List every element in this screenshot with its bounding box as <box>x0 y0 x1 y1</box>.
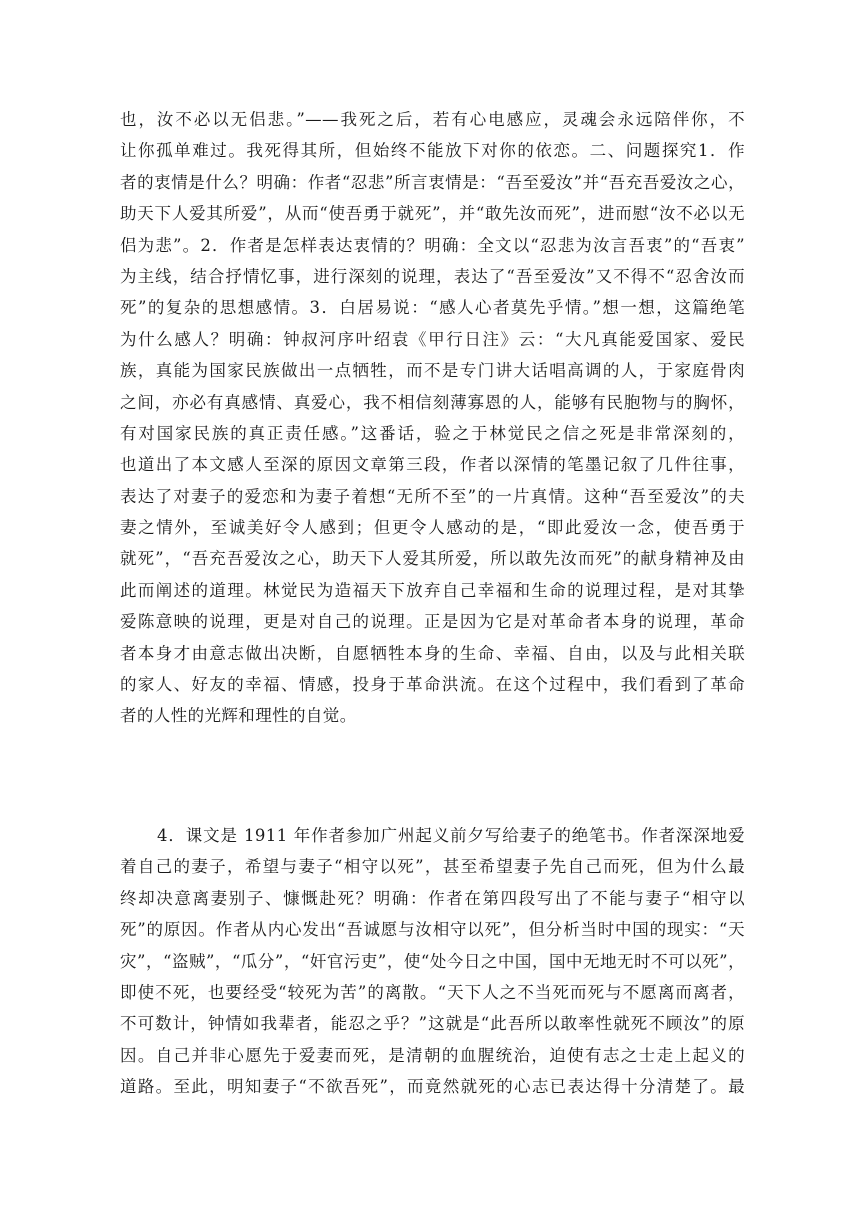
text-line: 表达了对妻子的爱恋和为妻子着想“无所不至”的一片真情。这种“吾至爱汝”的夫 <box>120 486 745 506</box>
text-line: 侣为悲”。2．作者是怎样表达衷情的？明确：全文以“忍悲为汝言吾衷”的“吾衷” <box>120 235 745 255</box>
text-line: 着自己的妻子，希望与妻子“相守以死”，甚至希望妻子先自己而死，但为什么最 <box>120 857 745 877</box>
text-line: 就死”，“吾充吾爱汝之心，助天下人爱其所爱，所以敢先汝而死”的献身精神及由 <box>120 549 745 569</box>
text-line: 妻之情外，至诚美好令人感到；但更令人感动的是，“即此爱汝一念，使吾勇于 <box>120 518 745 538</box>
text-line: 者的人性的光辉和理性的自觉。 <box>120 706 357 726</box>
text-line: 之间，亦必有真感情、真爱心，我不相信刻薄寡恩的人，能够有民胞物与的胸怀， <box>120 392 745 412</box>
text-line: 也道出了本文感人至深的原因文章第三段，作者以深情的笔墨记叙了几件往事， <box>120 455 745 475</box>
text-line: 爱陈意映的说理，更是对自己的说理。正是因为它是对革命者本身的说理，革命 <box>120 612 745 632</box>
paragraph-1 <box>120 104 745 732</box>
text-line: 死”的复杂的思想感情。3．白居易说：“感人心者莫先乎情。”想一想，这篇绝笔 <box>120 298 745 318</box>
text-line: 4．课文是 1911 年作者参加广州起义前夕写给妻子的绝笔书。作者深深地爱 <box>157 826 745 845</box>
text-line: 因。自己并非心愿先于爱妻而死，是清朝的血腥统治，迫使有志之士走上起义的 <box>120 1045 745 1065</box>
text-line: 也，汝不必以无侣悲。”——我死之后，若有心电感应，灵魂会永远陪伴你，不 <box>120 110 745 129</box>
paragraph-2 <box>120 820 745 1103</box>
text-line: 不可数计，钟情如我辈者，能忍之乎？”这就是“此吾所以敢率性就死不顾汝”的原 <box>120 1014 745 1034</box>
text-line: 为主线，结合抒情忆事，进行深刻的说理，表达了“吾至爱汝”又不得不“忍舍汝而 <box>120 266 745 286</box>
text-line: 者的衷情是什么？明确：作者“忍悲”所言衷情是：“吾至爱汝”并“吾充吾爱汝之心， <box>120 172 745 192</box>
text-line: 灾”，“盗贼”，“瓜分”，“奸官污吏”，使“处今日之中国，国中无地无时不可以死”， <box>120 951 745 971</box>
text-line: 者本身才由意志做出决断，自愿牺牲本身的生命、幸福、自由，以及与此相关联 <box>120 643 745 663</box>
text-line: 让你孤单难过。我死得其所，但始终不能放下对你的依恋。二、问题探究1．作 <box>120 141 745 161</box>
text-line: 终却决意离妻别子、慷慨赴死？明确：作者在第四段写出了不能与妻子“相守以 <box>120 888 745 908</box>
text-line: 道路。至此，明知妻子“不欲吾死”，而竟然就死的心志已表达得十分清楚了。最 <box>120 1077 745 1097</box>
text-line: 助天下人爱其所爱”，从而“使吾勇于就死”，并“敢先汝而死”，进而慰“汝不必以无 <box>120 204 745 224</box>
text-line: 族，真能为国家民族做出一点牺牲，而不是专门讲大话唱高调的人，于家庭骨肉 <box>120 361 745 381</box>
text-line: 的家人、好友的幸福、情感，投身于革命洪流。在这个过程中，我们看到了革命 <box>120 675 745 695</box>
text-line: 为什么感人？明确：钟叔河序叶绍袁《甲行日注》云：“大凡真能爱国家、爱民 <box>120 329 745 349</box>
text-line: 死”的原因。作者从内心发出“吾诚愿与汝相守以死”，但分析当时中国的现实：“天 <box>120 920 745 940</box>
text-line: 即使不死，也要经受“较死为苦”的离散。“天下人之不当死而死与不愿离而离者， <box>120 982 745 1002</box>
text-line: 此而阐述的道理。林觉民为造福天下放弃自己幸福和生命的说理过程，是对其挚 <box>120 580 745 600</box>
text-line: 有对国家民族的真正责任感。”这番话，验之于林觉民之信之死是非常深刻的， <box>120 423 745 443</box>
